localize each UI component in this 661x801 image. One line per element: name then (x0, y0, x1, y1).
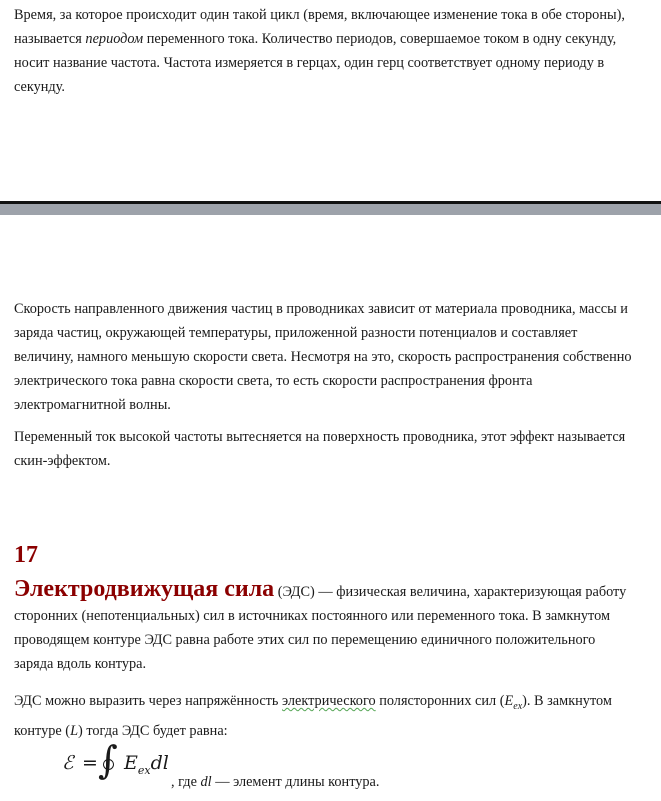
skin-effect-paragraph: Переменный ток высокой частоты вытесняется на поверхность проводника, этот эффект называется скин-эффектом. (14, 429, 626, 469)
period-paragraph: Время, за которое происходит один такой цикл (время, включающее изменение тока в обе стороны), называется периодом переменного тока. Количество периодов, совершаемое током в одну секунду, носит название частота. Частота измеряется в герцах, один герц соответствует одному периоду в секунду. (14, 7, 625, 95)
contour-integral-sign: ∫ (98, 738, 118, 782)
integrand: $E_{ex}dl$ (124, 752, 169, 777)
emf-symbol: ℰ (62, 752, 74, 774)
equals-sign: = (82, 752, 98, 774)
chapter-number: 17 (14, 542, 38, 568)
page-break-divider (0, 201, 661, 215)
formula-explanation: , где dl — элемент длины контура. (171, 774, 380, 790)
contour-integral-circle (103, 759, 114, 770)
period-term: периодом (85, 31, 144, 47)
contour-symbol: L (70, 722, 79, 739)
field-subscript: ex (513, 700, 523, 712)
section-title: Электродвижущая сила (14, 576, 275, 602)
drift-speed-paragraph: Скорость направленного движения частиц в проводниках зависит от материала проводника, массы и заряда частиц, окружающей температуры, приложенной разности потенциалов и составляет величину, намного меньшую скорости света. Несмотря на это, скорость распространения собственно электрического тока равна скорости света, то есть скорости распространения фронта электромагнитной волны. (14, 301, 632, 413)
field-symbol: E (504, 693, 514, 709)
emf-definition-paragraph: Электродвижущая сила (ЭДС) — физическая величина, характеризующая работу сторонних (непотенциальных) сил в источниках постоянного или переменного тока. В замкнутом проводящем контуре ЭДС равна работе этих сил по перемещению единичного положительного заряда вдоль контура. (14, 576, 627, 672)
emf-expression-paragraph: ЭДС можно выразить через напряжённость электрического полясторонних сил $(E_{ex})$. В замкнутом контуре (L) тогда ЭДС будет равна: (14, 693, 612, 739)
spellcheck-underlined-word: электрического (282, 693, 376, 709)
